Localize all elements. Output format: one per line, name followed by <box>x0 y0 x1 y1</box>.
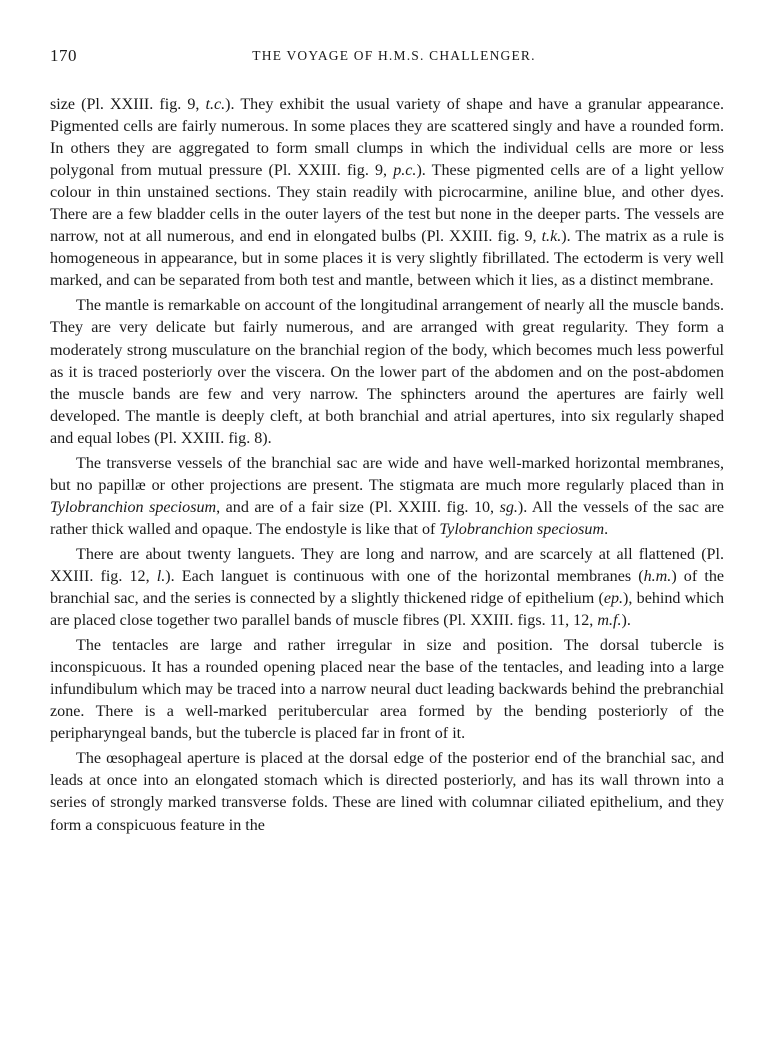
figure-label: l. <box>156 567 166 585</box>
figure-label: h.m. <box>643 567 672 585</box>
paragraph-tentacles: The tentacles are large and rather irregular in size and position. The dorsal tubercle is inconspicuous. It has a rounded opening placed near the base of the tentacles, and leading into a large infundibulum which may be traced into a narrow neural duct leading backwards behind the prebranchial zone. There is a well-marked peritubercular area formed by the bending posteriorly of the peripharyngeal bands, but the tubercle is placed far in front of it. <box>50 637 724 743</box>
paragraph-branchial-sac: The transverse vessels of the branchial sac are wide and have well-marked horizontal membranes, but no papillæ or other projections are present. The stigmata are much more regularly placed than in Tylobranchion speciosum, and are of a fair size (Pl. XXIII. fig. 10, sg.). All the vessels of the sac are rather thick walled and opaque. The endostyle is like that of Tylobranchion speciosum. <box>50 454 724 538</box>
figure-label: ep. <box>603 590 624 608</box>
figure-label: sg. <box>499 498 518 516</box>
figure-label: m.f. <box>597 612 622 630</box>
figure-label: t.c. <box>205 96 226 113</box>
page-number: 170 <box>50 46 77 65</box>
species-name: Tylobranchion speciosum <box>439 520 605 538</box>
paragraph-mantle: The mantle is remarkable on account of the longitudinal arrangement of nearly all the muscle bands. They are very delicate but fairly numerous, and are arranged with great regularity. They form a moderately strong musculature on the branchial region of the body, which becomes much less powerful as it is traced posteriorly over the viscera. On the lower part of the abdomen and on the post-abdomen the muscle bands are few and very narrow. The sphincters around the apertures are fairly well developed. The mantle is deeply cleft, at both branchial and atrial apertures, into six regularly shaped and equal lobes (Pl. XXIII. fig. 8). <box>50 297 724 447</box>
paragraph-test-structure: size (Pl. XXIII. fig. 9, t.c.). They exhibit the usual variety of shape and have a granular appearance. Pigmented cells are fairly numerous. In some places they are scattered singly and have a rounded form. In others they are aggregated to form small clumps in which the individual cells are more or less polygonal from mutual pressure (Pl. XXIII. fig. 9, p.c.). These pigmented cells are of a light yellow colour in thin unstained sections. They stain readily with picrocarmine, aniline blue, and other dyes. There are a few bladder cells in the outer layers of the test but none in the deeper parts. The vessels are narrow, not at all numerous, and end in elongated bulbs (Pl. XXIII. fig. 9, t.k.). The matrix as a rule is homogeneous in appearance, but in some places it is very slightly fibrillated. The ectoderm is very well marked, and can be separated from both test and mantle, between which it lies, as a distinct membrane. <box>50 96 724 290</box>
page-header <box>50 46 726 70</box>
body-text <box>50 94 724 840</box>
figure-label: t.k. <box>541 228 562 246</box>
running-title: THE VOYAGE OF H.M.S. CHALLENGER. <box>252 48 536 63</box>
paragraph-oesophagus: The œsophageal aperture is placed at the dorsal edge of the posterior end of the branchial sac, and leads at once into an elongated stomach which is directed posteriorly, and has its wall thrown into a series of strongly marked transverse folds. These are lined with columnar ciliated epithelium, and they form a conspicuous feature in the <box>50 750 724 834</box>
species-name: Tylobranchion speciosum <box>50 498 217 516</box>
figure-label: p.c. <box>393 162 417 180</box>
paragraph-languets: There are about twenty languets. They are long and narrow, and are scarcely at all flattened (Pl. XXIII. fig. 12, l.). Each languet is continuous with one of the horizontal membranes (h.m.) of the branchial sac, and the series is connected by a slightly thickened ridge of epithelium (ep.), behind which are placed close together two parallel bands of muscle fibres (Pl. XXIII. figs. 11, 12, m.f.). <box>50 545 725 630</box>
